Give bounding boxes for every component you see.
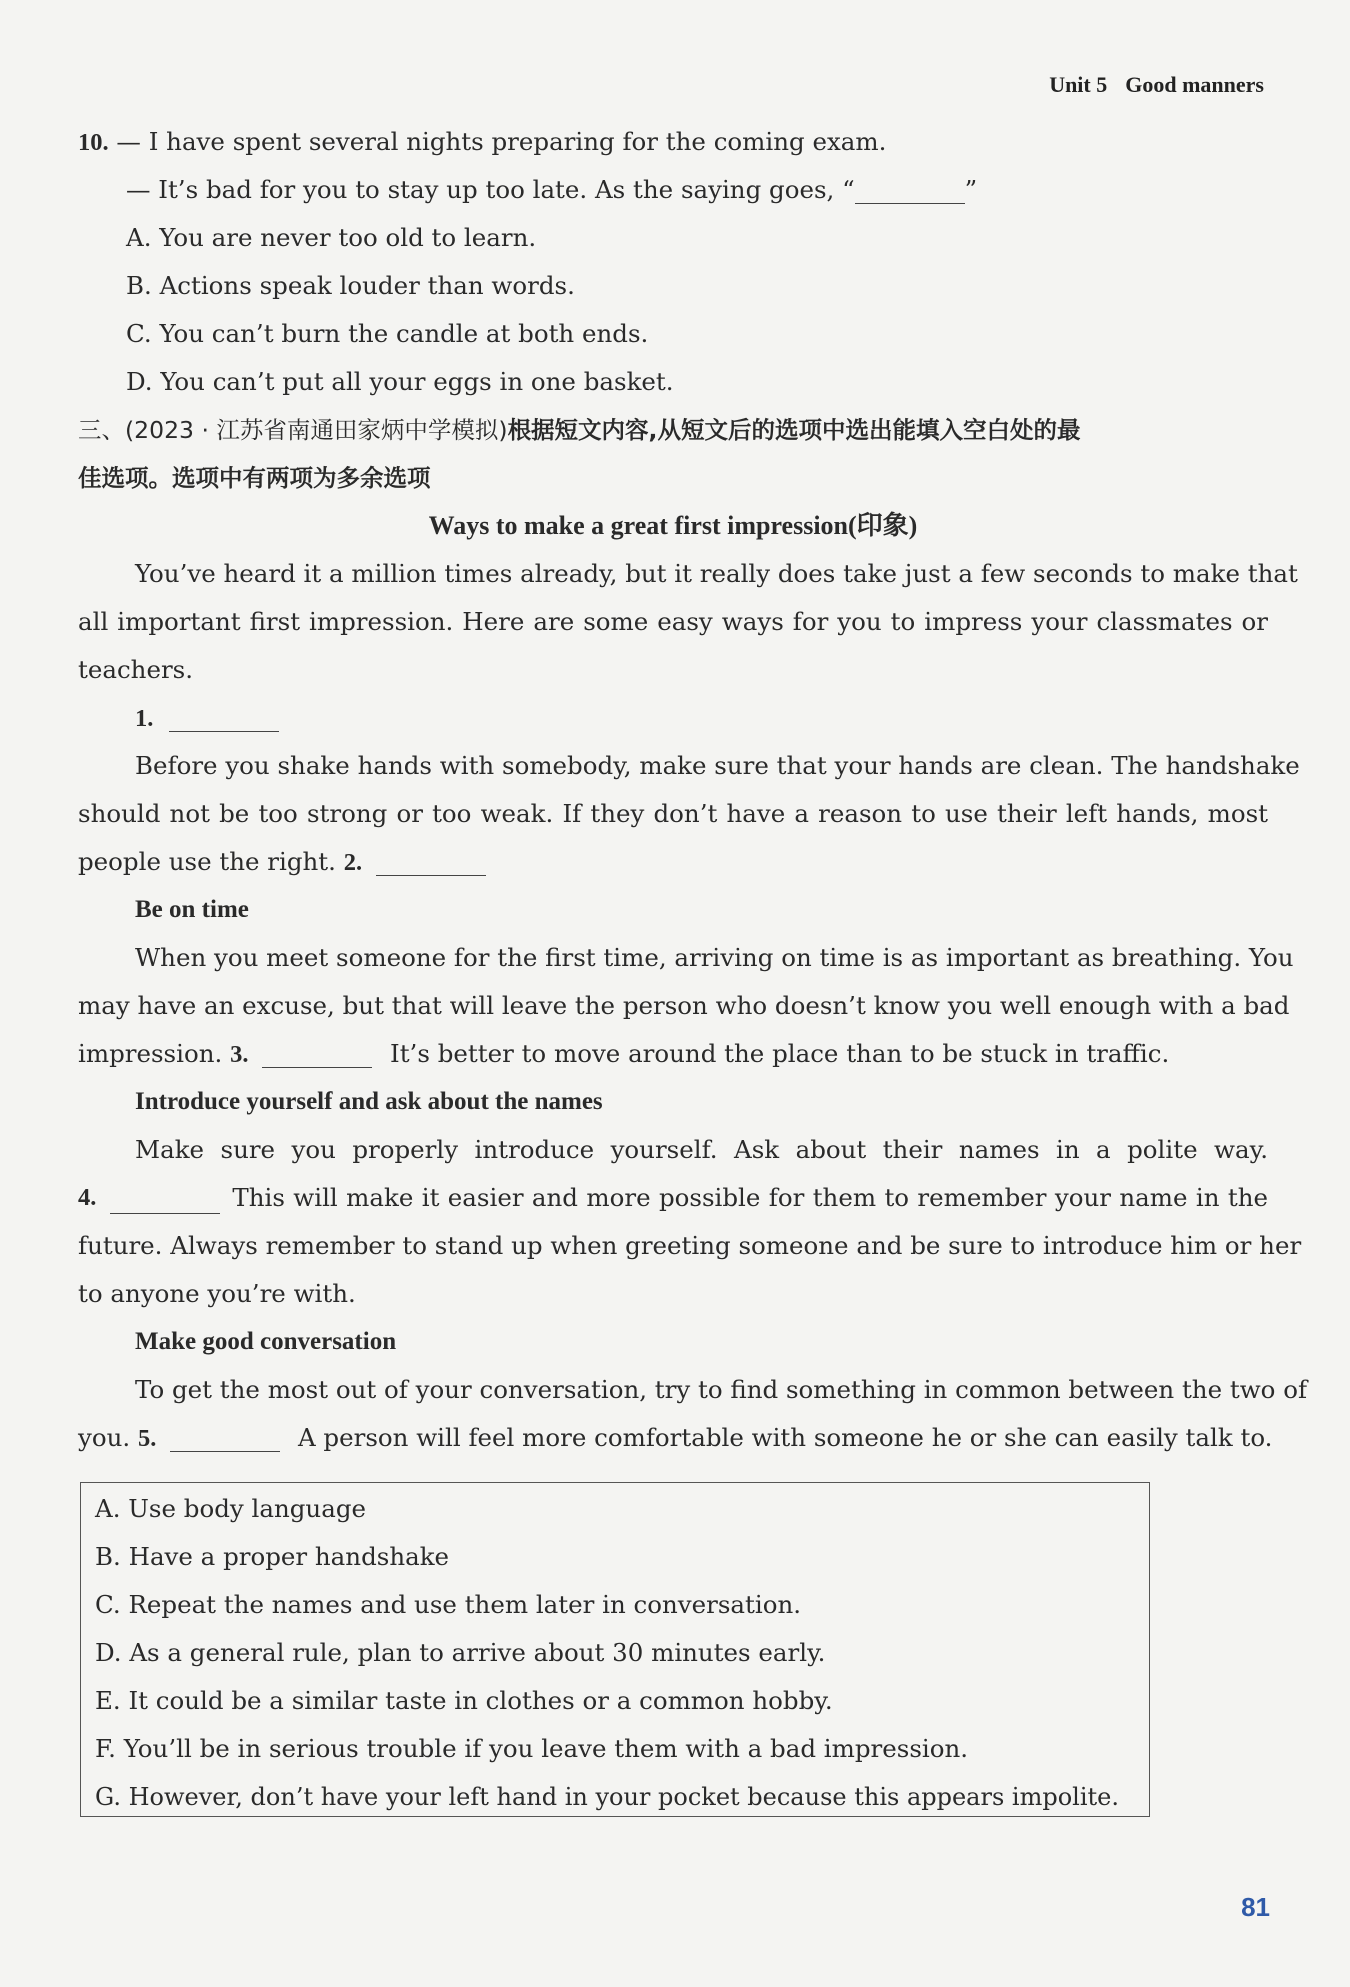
blank-3[interactable] <box>262 1037 372 1068</box>
choices-box <box>80 1482 1150 1817</box>
paragraph-line: all important first impression. Here are some easy ways for you to impress your classmates or <box>78 607 1268 636</box>
paragraph-line <box>78 1030 1268 1078</box>
q10-close-quote: ” <box>964 175 978 204</box>
choice-option: F. You’ll be in serious trouble if you leave them with a bad impression. <box>95 1734 969 1763</box>
blank-4[interactable] <box>110 1183 220 1214</box>
section-heading-conversation: Make good conversation <box>135 1328 397 1355</box>
blank-1-line <box>78 694 1268 742</box>
unit-title: Good manners <box>1125 72 1264 97</box>
section3-instruction <box>78 406 1268 454</box>
q10-option: D. You can’t put all your eggs in one basket. <box>126 367 674 396</box>
q10-number: 10. <box>78 129 109 156</box>
paragraph-text: people use the right. <box>78 847 336 876</box>
blank-1-number: 1. <box>135 705 154 732</box>
paragraph-line: Before you shake hands with somebody, make sure that your hands are clean. The handshake <box>135 751 1300 780</box>
choice-option: D. As a general rule, plan to arrive about 30 minutes early. <box>95 1638 826 1667</box>
paragraph-line: should not be too strong or too weak. If they don’t have a reason to use their left hands, most <box>78 799 1268 828</box>
unit-label: Unit 5 <box>1049 72 1108 97</box>
q10-dialogue-2: — It’s bad for you to stay up too late. As the saying goes, “ <box>126 175 855 204</box>
section-heading-be-on-time: Be on time <box>135 896 249 923</box>
paragraph-text: impression. <box>78 1039 223 1068</box>
blank-4-number: 4. <box>78 1184 97 1211</box>
paragraph-line <box>78 1414 1273 1462</box>
blank-2[interactable] <box>376 845 486 876</box>
paragraph-line: teachers. <box>78 655 194 684</box>
q10-line1 <box>78 118 1268 166</box>
section3-source: 三、(2023 · 江苏省南通田家炳中学模拟) <box>78 416 508 444</box>
q10-dialogue-1: — I have spent several nights preparing for the coming exam. <box>116 127 887 156</box>
page-number: 81 <box>1241 1892 1270 1922</box>
choice-option: B. Have a proper handshake <box>95 1542 450 1571</box>
passage-title: Ways to make a great first impression(印象) <box>428 511 918 540</box>
blank-3-number: 3. <box>230 1041 249 1068</box>
choice-option: G. However, don’t have your left hand in your pocket because this appears impolite. <box>95 1783 1119 1811</box>
paragraph-line: When you meet someone for the first time, arriving on time is as important as breathing. You <box>135 943 1294 972</box>
q10-option: C. You can’t burn the candle at both ends. <box>126 319 649 348</box>
blank-2-number: 2. <box>343 849 363 876</box>
paragraph-line: to anyone you’re with. <box>78 1279 356 1308</box>
paragraph-line: You’ve heard it a million times already, but it really does take just a few seconds to make that <box>135 559 1298 588</box>
q10-answer-blank[interactable] <box>855 173 965 204</box>
paragraph-line <box>78 838 1268 886</box>
paragraph-line <box>78 1174 1268 1222</box>
choice-option: A. Use body language <box>95 1494 366 1523</box>
section3-instruction-2: 佳选项。选项中有两项为多余选项 <box>78 464 431 492</box>
q10-line2 <box>78 166 1268 214</box>
main-content <box>78 118 1308 1462</box>
section-heading-introduce: Introduce yourself and ask about the names <box>135 1088 603 1115</box>
choice-option: E. It could be a similar taste in clothes or a common hobby. <box>95 1686 833 1715</box>
running-header <box>1049 72 1264 98</box>
paragraph-text: A person will feel more comfortable with someone he or she can easily talk to. <box>297 1423 1273 1452</box>
q10-option: A. You are never too old to learn. <box>126 223 537 252</box>
paragraph-line: To get the most out of your conversation, try to find something in common between the two of <box>135 1375 1308 1404</box>
paragraph-text: you. <box>78 1423 131 1452</box>
paragraph-line: Make sure you properly introduce yourself. Ask about their names in a polite way. <box>135 1135 1268 1164</box>
blank-5[interactable] <box>170 1421 280 1452</box>
choice-option: C. Repeat the names and use them later in conversation. <box>95 1590 802 1619</box>
paragraph-line: future. Always remember to stand up when greeting someone and be sure to introduce him or her <box>78 1231 1302 1260</box>
blank-5-number: 5. <box>137 1425 157 1452</box>
paragraph-text: It’s better to move around the place than to be stuck in traffic. <box>390 1039 1170 1068</box>
q10-option: B. Actions speak louder than words. <box>126 271 575 300</box>
paragraph-text: This will make it easier and more possible for them to remember your name in the <box>232 1183 1268 1212</box>
section3-instruction-1: 根据短文内容,从短文后的选项中选出能填入空白处的最 <box>507 416 1081 444</box>
paragraph-line: may have an excuse, but that will leave the person who doesn’t know you well enough with a bad <box>78 991 1290 1020</box>
blank-1[interactable] <box>169 701 279 732</box>
